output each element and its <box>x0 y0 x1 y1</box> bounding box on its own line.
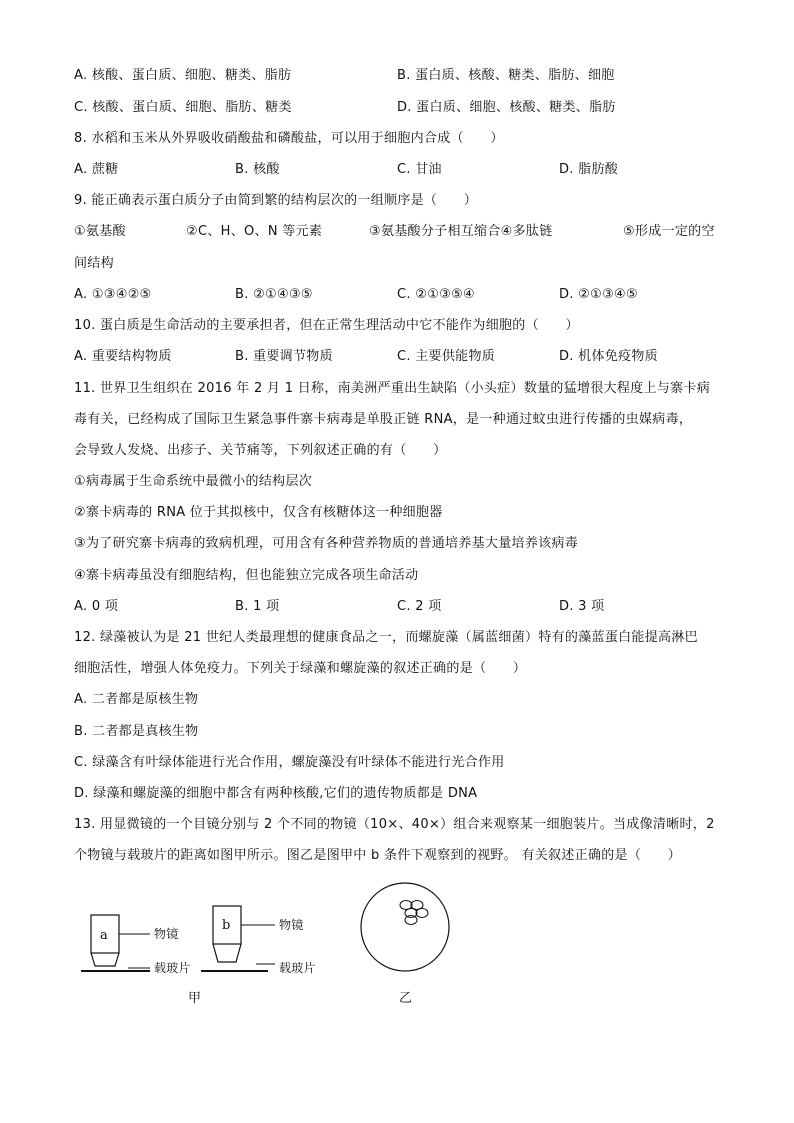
q10-option-c: C. 主要供能物质 <box>397 349 496 364</box>
q12-option-c: C. 绿藻含有叶绿体能进行光合作用，螺旋藻没有叶绿体不能进行光合作用 <box>74 755 505 770</box>
q10-option-a: A. 重要结构物质 <box>74 349 172 364</box>
slide-label-a: 载玻片 <box>154 961 191 975</box>
q11-statement-1: ①病毒属于生命系统中最微小的结构层次 <box>74 474 313 489</box>
objective-b-tip <box>213 944 241 962</box>
q11-statement-3: ③为了研究寨卡病毒的致病机理，可用含有各种营养物质的普通培养基大量培养该病毒 <box>74 536 579 551</box>
q9-option-b: B. ②①④③⑤ <box>235 287 313 302</box>
q9-option-d: D. ②①③④⑤ <box>559 287 638 302</box>
q8-option-b: B. 核酸 <box>235 162 280 177</box>
figure-jia <box>70 890 360 990</box>
q9-item-5: ⑤形成一定的空 <box>623 224 715 239</box>
slide-label-b: 载玻片 <box>279 961 316 975</box>
q11-stem-line-3: 会导致人发烧、出疹子、关节痛等，下列叙述正确的有（ ） <box>74 443 447 458</box>
q10-stem: 10. 蛋白质是生命活动的主要承担者，但在正常生理活动中它不能作为细胞的（ ） <box>74 318 579 333</box>
cell <box>416 909 428 918</box>
q12-stem-line-1: 12. 绿藻被认为是 21 世纪人类最理想的健康食品之一，而螺旋藻（属蓝细菌）特有的藻蓝蛋白能提高淋巴 <box>74 630 698 645</box>
q9-item-3: ③氨基酸分子相互缩合④多肽链 <box>369 224 553 239</box>
q7-option-b: B. 蛋白质、核酸、糖类、脂肪、细胞 <box>397 68 615 83</box>
q11-option-d: D. 3 项 <box>559 599 605 614</box>
figure-yi-field-of-view <box>358 880 458 980</box>
objective-a-tip <box>91 953 119 966</box>
q7-option-d: D. 蛋白质、细胞、核酸、糖类、脂肪 <box>397 100 616 115</box>
q11-option-a: A. 0 项 <box>74 599 119 614</box>
q11-stem-line-2: 毒有关，已经构成了国际卫生紧急事件寨卡病毒是单股正链 RNA，是一种通过蚊虫进行传播的虫媒病毒， <box>74 412 693 427</box>
q13-stem-line-2: 个物镜与载玻片的距离如图甲所示。图乙是图甲中 b 条件下观察到的视野。 有关叙述正确的是（ ） <box>74 848 682 863</box>
q10-option-d: D. 机体免疫物质 <box>559 349 658 364</box>
q9-item-cont: 间结构 <box>74 256 114 271</box>
q7-option-a: A. 核酸、蛋白质、细胞、糖类、脂肪 <box>74 68 292 83</box>
q9-option-c: C. ②①③⑤④ <box>397 287 476 302</box>
figure-caption-jia: 甲 <box>188 991 202 1006</box>
q11-option-b: B. 1 项 <box>235 599 280 614</box>
cell <box>405 916 417 925</box>
q8-option-c: C. 甘油 <box>397 162 442 177</box>
cell <box>405 909 417 918</box>
q11-statement-4: ④寨卡病毒虽没有细胞结构，但也能独立完成各项生命活动 <box>74 568 419 583</box>
q11-statement-2: ②寨卡病毒的 RNA 位于其拟核中，仅含有核糖体这一种细胞器 <box>74 505 443 520</box>
q9-item-1: ①氨基酸 <box>74 224 126 239</box>
lens-a-label: a <box>100 928 109 943</box>
q12-option-b: B. 二者都是真核生物 <box>74 724 199 739</box>
q8-option-a: A. 蔗糖 <box>74 162 119 177</box>
q9-stem: 9. 能正确表示蛋白质分子由简到繁的结构层次的一组顺序是（ ） <box>74 193 478 208</box>
q11-stem-line-1: 11. 世界卫生组织在 2016 年 2 月 1 日称，南美洲严重出生缺陷（小头症）数量的猛增很大程度上与寨卡病 <box>74 381 711 396</box>
q12-option-d: D. 绿藻和螺旋藻的细胞中都含有两种核酸,它们的遗传物质都是 DNA <box>74 786 478 801</box>
objective-label-a: 物镜 <box>154 927 179 941</box>
q9-item-2: ②C、H、O、N 等元素 <box>186 224 323 239</box>
q11-option-c: C. 2 项 <box>397 599 442 614</box>
q10-option-b: B. 重要调节物质 <box>235 349 333 364</box>
q8-option-d: D. 脂肪酸 <box>559 162 619 177</box>
q8-stem: 8. 水稻和玉米从外界吸收硝酸盐和磷酸盐，可以用于细胞内合成（ ） <box>74 131 504 146</box>
q13-stem-line-1: 13. 用显微镜的一个目镜分别与 2 个不同的物镜（10×、40×）组合来观察某一细胞装片。当成像清晰时，2 <box>74 817 715 832</box>
lens-b-label: b <box>222 918 231 933</box>
figure-caption-yi: 乙 <box>399 991 413 1006</box>
field-of-view-circle <box>361 883 449 971</box>
q9-option-a: A. ①③④②⑤ <box>74 287 152 302</box>
q12-stem-line-2: 细胞活性，增强人体免疫力。下列关于绿藻和螺旋藻的叙述正确的是（ ） <box>74 661 527 676</box>
q12-option-a: A. 二者都是原核生物 <box>74 692 199 707</box>
objective-label-b: 物镜 <box>279 918 304 932</box>
q7-option-c: C. 核酸、蛋白质、细胞、脂肪、糖类 <box>74 100 292 115</box>
